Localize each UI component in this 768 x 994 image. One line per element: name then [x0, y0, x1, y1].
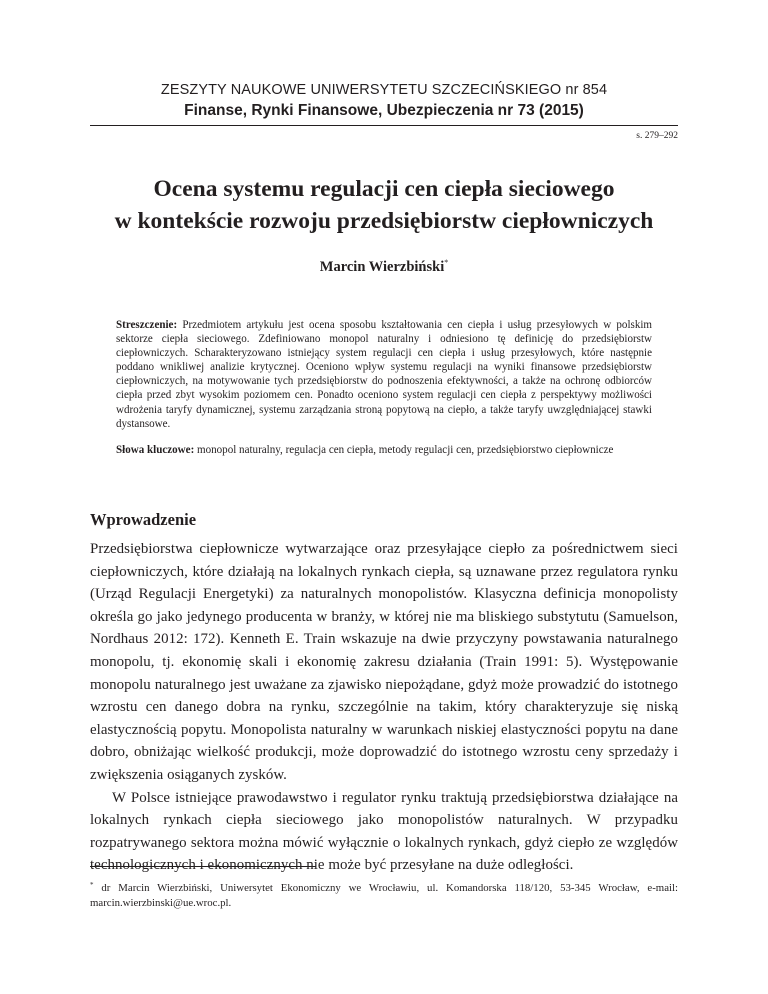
header-divider	[90, 125, 678, 126]
footnote	[90, 878, 678, 911]
footnote-divider	[90, 866, 316, 867]
journal-subtitle: Finanse, Rynki Finansowe, Ubezpieczenia nr 73 (2015)	[184, 102, 584, 119]
title-line-2: w kontekście rozwoju przedsiębiorstw ciepłowniczych	[114, 208, 654, 234]
footnote-marker: *	[90, 881, 94, 889]
paragraph: W Polsce istniejące prawodawstwo i regulator rynku traktują przedsiębiorstwa działające na lokalnych rynkach ciepła sieciowego jako monopolistów naturalnych. W przypadku rozpatrywanego sektora można mówić wyłącznie o lokalnych rynkach, gdyż ciepło ze względów technologicznych i ekonomicznych nie może być przesyłane na duże odległości.	[90, 789, 678, 874]
abstract	[116, 318, 652, 431]
keywords-text: monopol naturalny, regulacja cen ciepła, metody regulacji cen, przedsiębiorstwo ciepłownicze	[197, 444, 614, 456]
paragraph: Przedsiębiorstwa ciepłownicze wytwarzające oraz przesyłające ciepło za pośrednictwem sieci ciepłowniczych, które działają na lokalnych rynkach ciepła, są uznawane przez regulatora rynku (Urząd Regulacji Energetyki) za naturalnych monopolistów. Klasyczna definicja monopolisty określa go jako jedynego producenta w branży, w której nie ma bliskiego substytutu (Samuelson, Nordhaus 2012: 172). Kenneth E. Train wskazuje na dwie przyczyny powstawania naturalnego monopolu, tj. ekonomię skali i ekonomię zakresu działania (Train 1991: 5). Występowanie monopolu naturalnego jest uważane za zjawisko niepożądane, gdyż może prowadzić do istotnego wzrostu cen danego dobra na rynku, szczególnie na takim, który charakteryzuje się niską elastycznością popytu. Monopolista naturalny w warunkach niskiej elastyczności popytu na dane dobro, obniżając wielkość produkcji, może doprowadzić do istotnego wzrostu ceny sprzedaży i zwiększenia osiąganych zysków.	[90, 541, 678, 783]
journal-series: ZESZYTY NAUKOWE UNIWERSYTETU SZCZECIŃSKIEGO nr 854	[160, 82, 608, 98]
body-text	[90, 538, 678, 877]
author-name: Marcin Wierzbiński	[319, 259, 445, 275]
footnote-text: dr Marcin Wierzbiński, Uniwersytet Ekonomiczny we Wrocławiu, ul. Komandorska 118/120, 53-345 Wrocław, e-mail: marcin.wierzbinski@ue.wroc.pl.	[90, 882, 678, 909]
keywords-label: Słowa kluczowe:	[116, 444, 195, 456]
abstract-label: Streszczenie:	[116, 319, 178, 331]
article-title	[0, 173, 768, 237]
abstract-text: Przedmiotem artykułu jest ocena sposobu kształtowania cen ciepła i usług przesyłowych w polskim sektorze ciepła sieciowego. Zdefiniowano monopol naturalny i odniesiono tę definicję do przedsiębiorstw ciepłowniczych. Scharakteryzowano istniejący system regulacji cen ciepła i usług przesyłowych, które następnie poddano wnikliwej analizie krytycznej. Oceniono wpływ systemu regulacji na wyniki finansowe przedsiębiorstw ciepłowniczych, na motywowanie tych przedsiębiorstw do podnoszenia efektywności, a także na ochronę odbiorców ciepła przed zbyt wysokim poziomem cen. Ponadto oceniono system regulacji cen ciepła z perspektywy możliwości wdrożenia taryfy dynamicznej, systemu zarządzania stroną popytową na ciepło, a także taryfy uwzględniającej stawki dystansowe.	[116, 319, 653, 430]
title-line-1: Ocena systemu regulacji cen ciepła sieciowego	[153, 176, 615, 202]
journal-header	[0, 80, 768, 122]
author-footnote-marker: *	[444, 258, 449, 267]
author	[0, 258, 768, 276]
section-heading: Wprowadzenie	[90, 510, 197, 529]
keywords	[116, 443, 652, 457]
page-range: s. 279–292	[636, 131, 678, 141]
